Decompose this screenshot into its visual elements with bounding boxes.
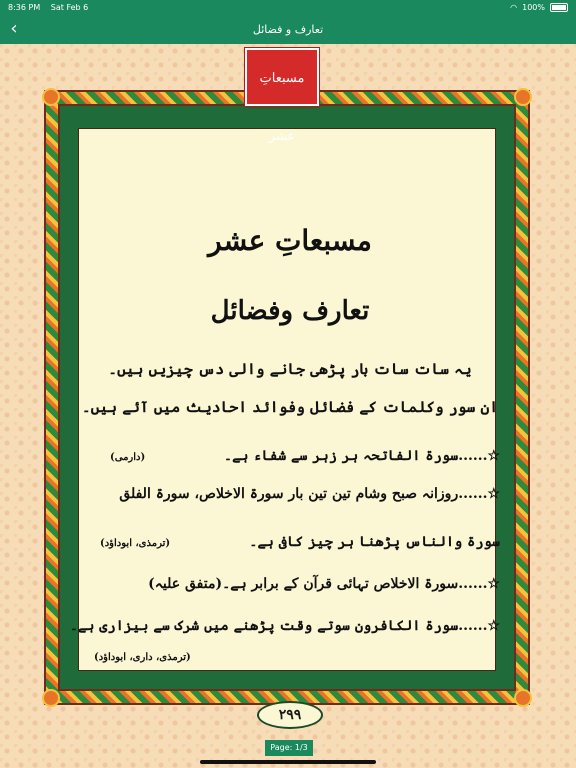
- nav-title: تعارف و فضائل: [252, 23, 324, 36]
- list-item: سورۃ والناس پڑھنا ہر چیز کافی ہے۔: [249, 534, 500, 550]
- list-item: ☆......سورۃ الاخلاص تہائی قرآن کے برابر ہے۔(متفق علیہ): [148, 576, 500, 592]
- reference-label: (ترمذی، داری، ابوداؤد): [94, 652, 191, 663]
- reference-label: (دارمی): [110, 452, 146, 463]
- status-date: Sat Feb 6: [50, 3, 89, 12]
- list-item: ☆......سورۃ الفاتحہ ہر زہر سے شفاء ہے۔: [223, 448, 500, 464]
- battery-percent: 100%: [522, 3, 545, 12]
- page-subheading: تعارف وفضائل: [210, 296, 370, 326]
- status-bar: [0, 0, 576, 16]
- list-item: ☆......روزانہ صبح وشام تین تین بار سورۃ الاخلاص، سورۃ الفلق: [119, 486, 500, 502]
- reference-label: (ترمذی، ابوداؤد): [100, 538, 171, 549]
- corner-ornament-icon: [514, 88, 532, 106]
- home-indicator[interactable]: [200, 760, 376, 764]
- chapter-tab: مسبعاتِ عشر: [245, 48, 319, 106]
- corner-ornament-icon: [42, 689, 60, 707]
- corner-ornament-icon: [514, 689, 532, 707]
- page-number: ۲۹۹: [257, 701, 323, 729]
- chevron-left-icon[interactable]: ‹: [10, 18, 18, 39]
- intro-line-2: ان سور وکلمات کے فضائل وفوائد احادیث میں آئے ہیں۔: [81, 398, 499, 416]
- list-item: ☆......سورۃ الکافرون سوتے وقت پڑھنے میں شرک سے بیزاری ہے۔: [69, 618, 500, 634]
- page-content: [69, 130, 500, 670]
- page-heading: مسبعاتِ عشر: [208, 224, 372, 257]
- corner-ornament-icon: [42, 88, 60, 106]
- intro-line-1: یہ سات سات بار پڑھی جانے والی دس چیزیں ہیں۔: [108, 360, 472, 378]
- wifi-icon: ◠: [510, 3, 518, 12]
- battery-icon: [550, 3, 568, 12]
- status-right: [510, 3, 568, 12]
- page-indicator-badge: Page: 1/3: [265, 740, 313, 756]
- status-left: [8, 3, 96, 12]
- navigation-bar: [0, 16, 576, 44]
- status-time: 8:36 PM: [8, 3, 41, 12]
